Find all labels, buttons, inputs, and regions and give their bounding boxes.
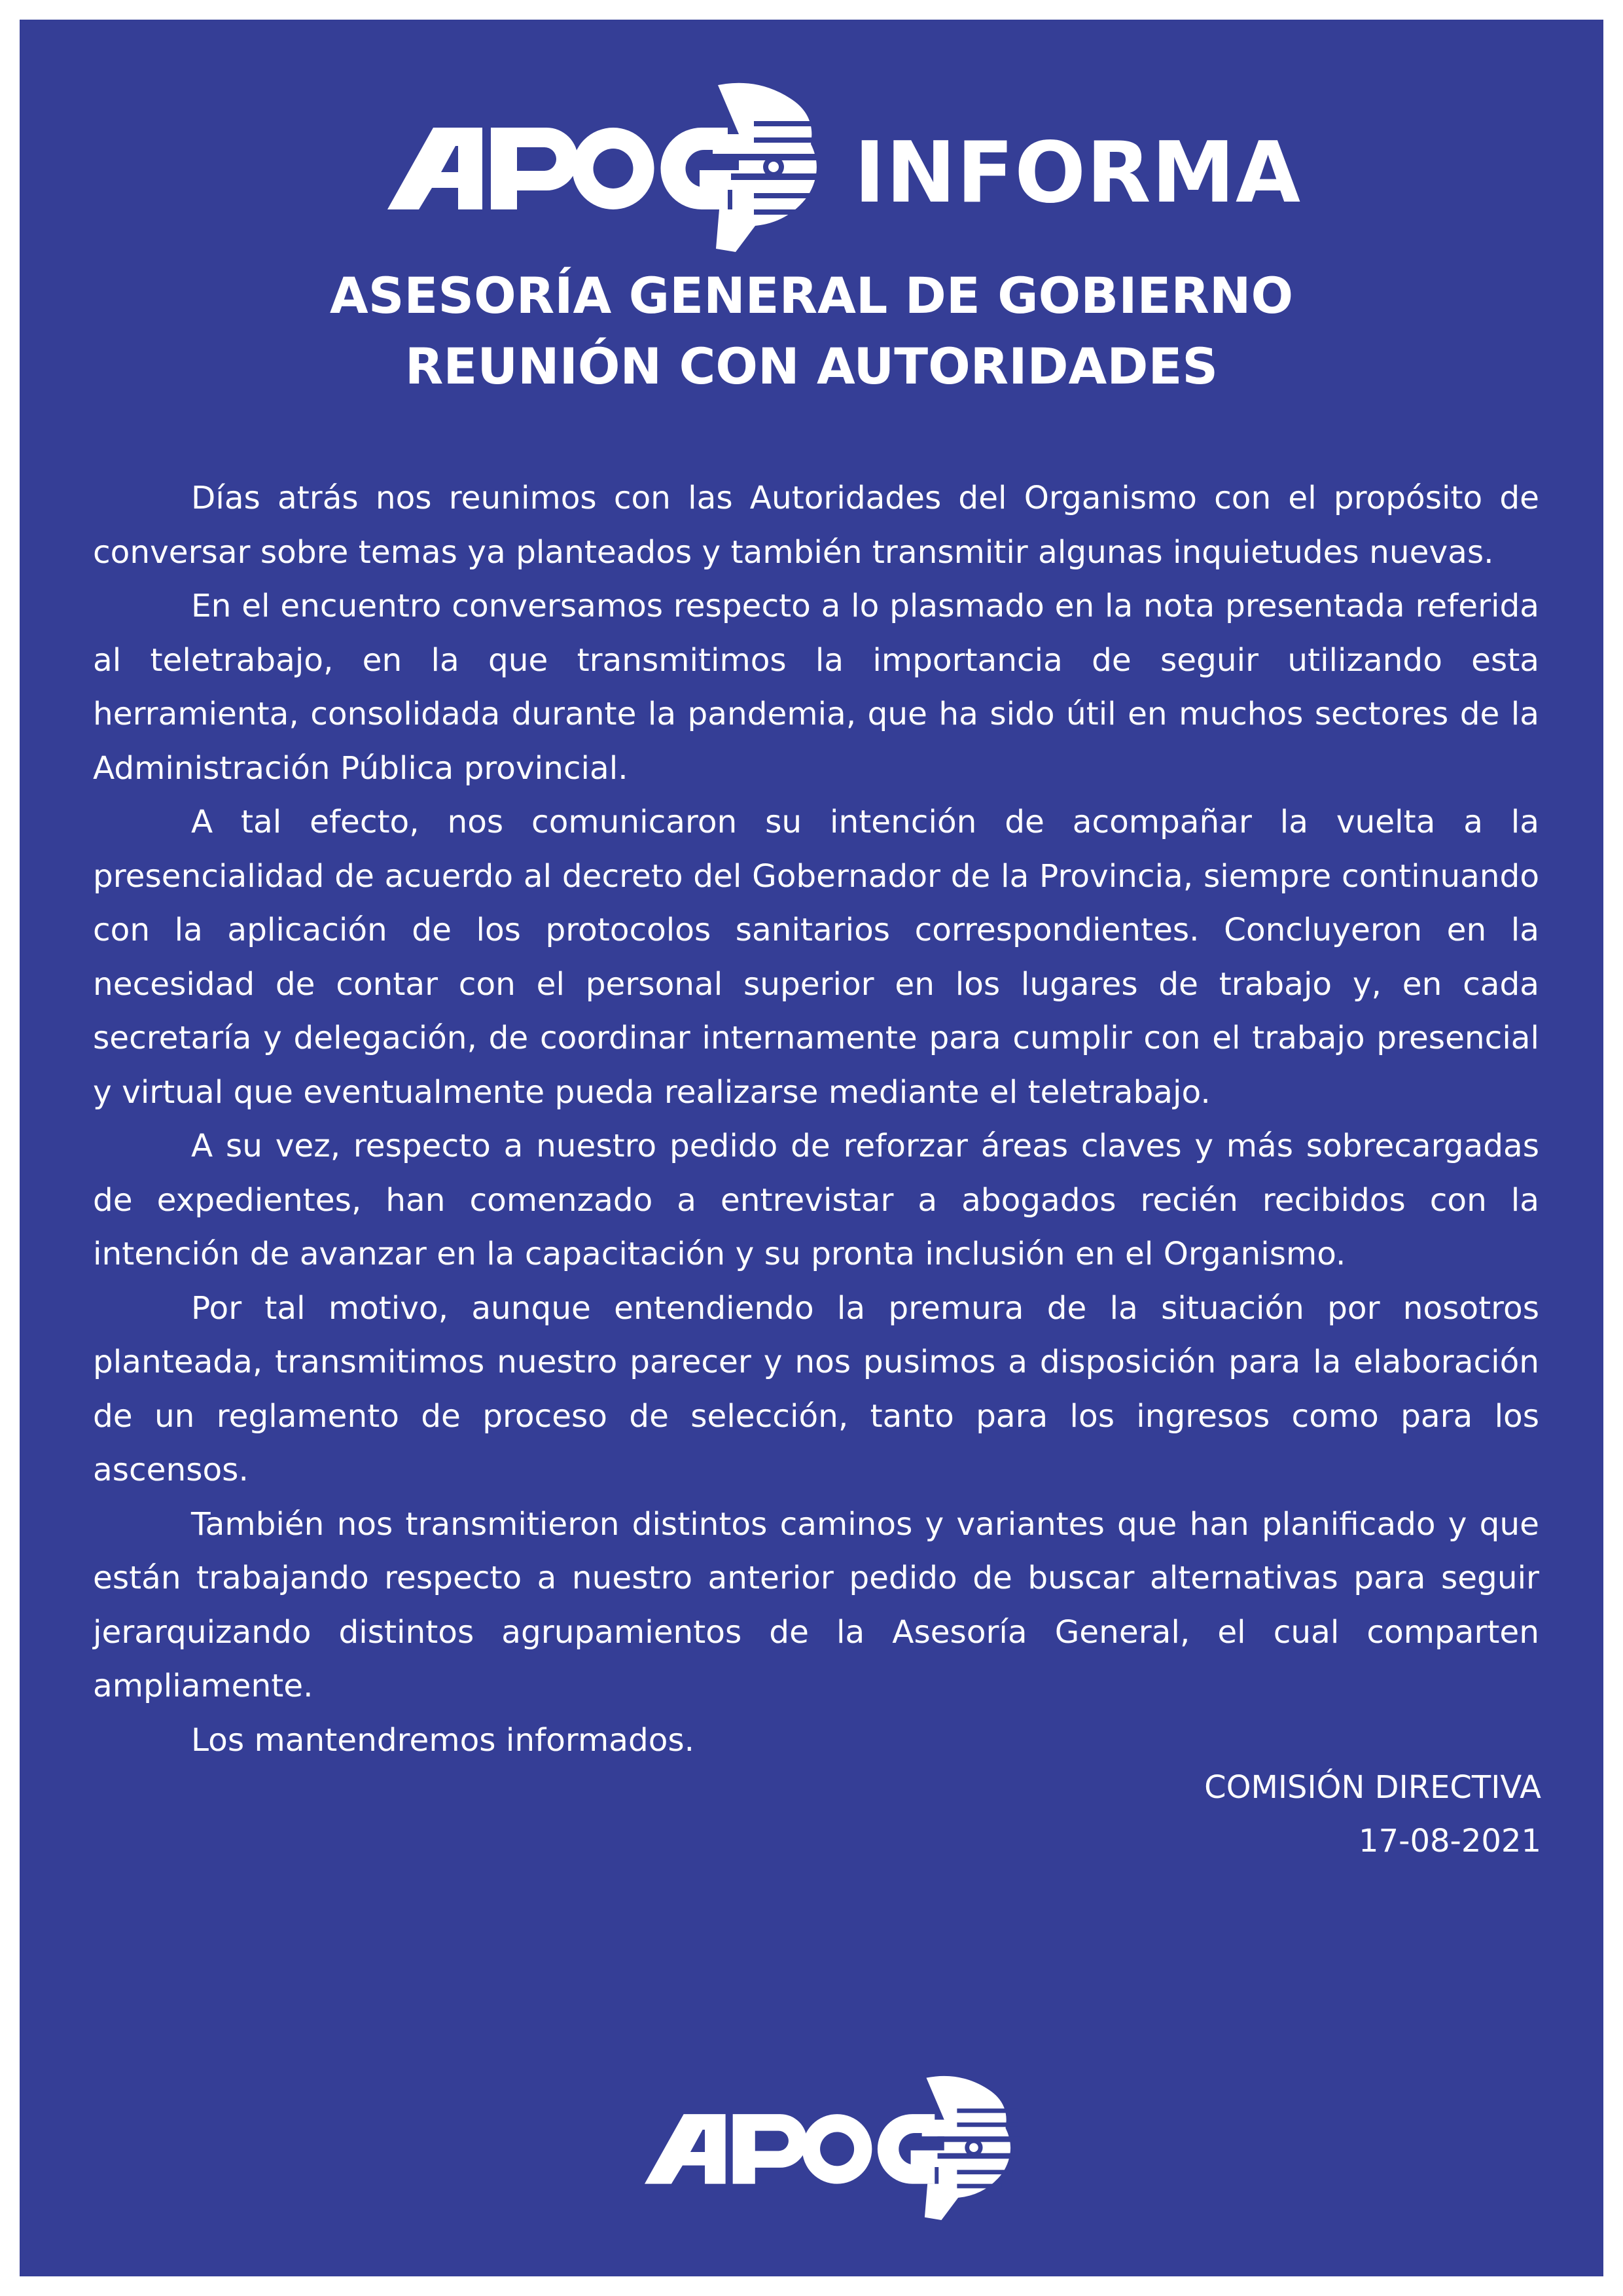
signature <box>1204 1761 1541 1868</box>
paragraph: Los mantendremos informados. <box>191 1721 695 1759</box>
informa-title: INFORMA <box>854 124 1301 222</box>
flyer-page <box>20 20 1603 2276</box>
title-line-1: ASESORÍA GENERAL DE GOBIERNO <box>329 266 1294 325</box>
apoc-logo-footer <box>645 2075 1034 2237</box>
signature-name: COMISIÓN DIRECTIVA <box>1204 1769 1541 1806</box>
header <box>20 82 1603 278</box>
paragraph: A tal efecto, nos comunicaron su intención de acompañar la vuelta a la presencialidad de acuerdo al decreto del Gobernador de la Provincia, siempre continuando con la aplicación de los protocolos sanitarios correspondientes. Concluyeron en la necesidad de contar con el personal superior en los lugares de trabajo y, en cada secretaría y delegación, de coordinar internamente para cumplir con el trabajo presencial y virtual que eventualmente pueda realizarse mediante el teletrabajo. <box>93 804 1539 1111</box>
apoc-logo <box>387 82 844 272</box>
paragraph: Por tal motivo, aunque entendiendo la premura de la situación por nosotros planteada, transmitimos nuestro parecer y nos pusimos a disposición para la elaboración de un reglamento de proceso de selección, tanto para los ingresos como para los ascensos. <box>93 1289 1539 1488</box>
body-text <box>93 471 1539 1767</box>
signature-date: 17-08-2021 <box>1359 1823 1541 1859</box>
title-line-2: REUNIÓN CON AUTORIDADES <box>404 337 1219 395</box>
paragraph: También nos transmitieron distintos caminos y variantes que han planificado y que están trabajando respecto a nuestro anterior pedido de buscar alternativas para seguir jerarquizando distintos agrupamientos de la Asesoría General, el cual comparten ampliamente. <box>93 1505 1539 1704</box>
paragraph: A su vez, respecto a nuestro pedido de reforzar áreas claves y más sobrecargadas de expedientes, han comenzado a entrevistar a abogados recién recibidos con la intención de avanzar en la capacitación y su pronta inclusión en el Organismo. <box>93 1128 1539 1272</box>
paragraph: En el encuentro conversamos respecto a lo plasmado en la nota presentada referida al teletrabajo, en la que transmitimos la importancia de seguir utilizando esta herramienta, consolidada durante la pandemia, que ha sido útil en muchos sectores de la Administración Pública provincial. <box>93 588 1539 787</box>
page-title <box>20 260 1603 402</box>
paragraph: Días atrás nos reunimos con las Autoridades del Organismo con el propósito de conversar sobre temas ya planteados y también transmitir algunas inquietudes nuevas. <box>93 480 1539 571</box>
